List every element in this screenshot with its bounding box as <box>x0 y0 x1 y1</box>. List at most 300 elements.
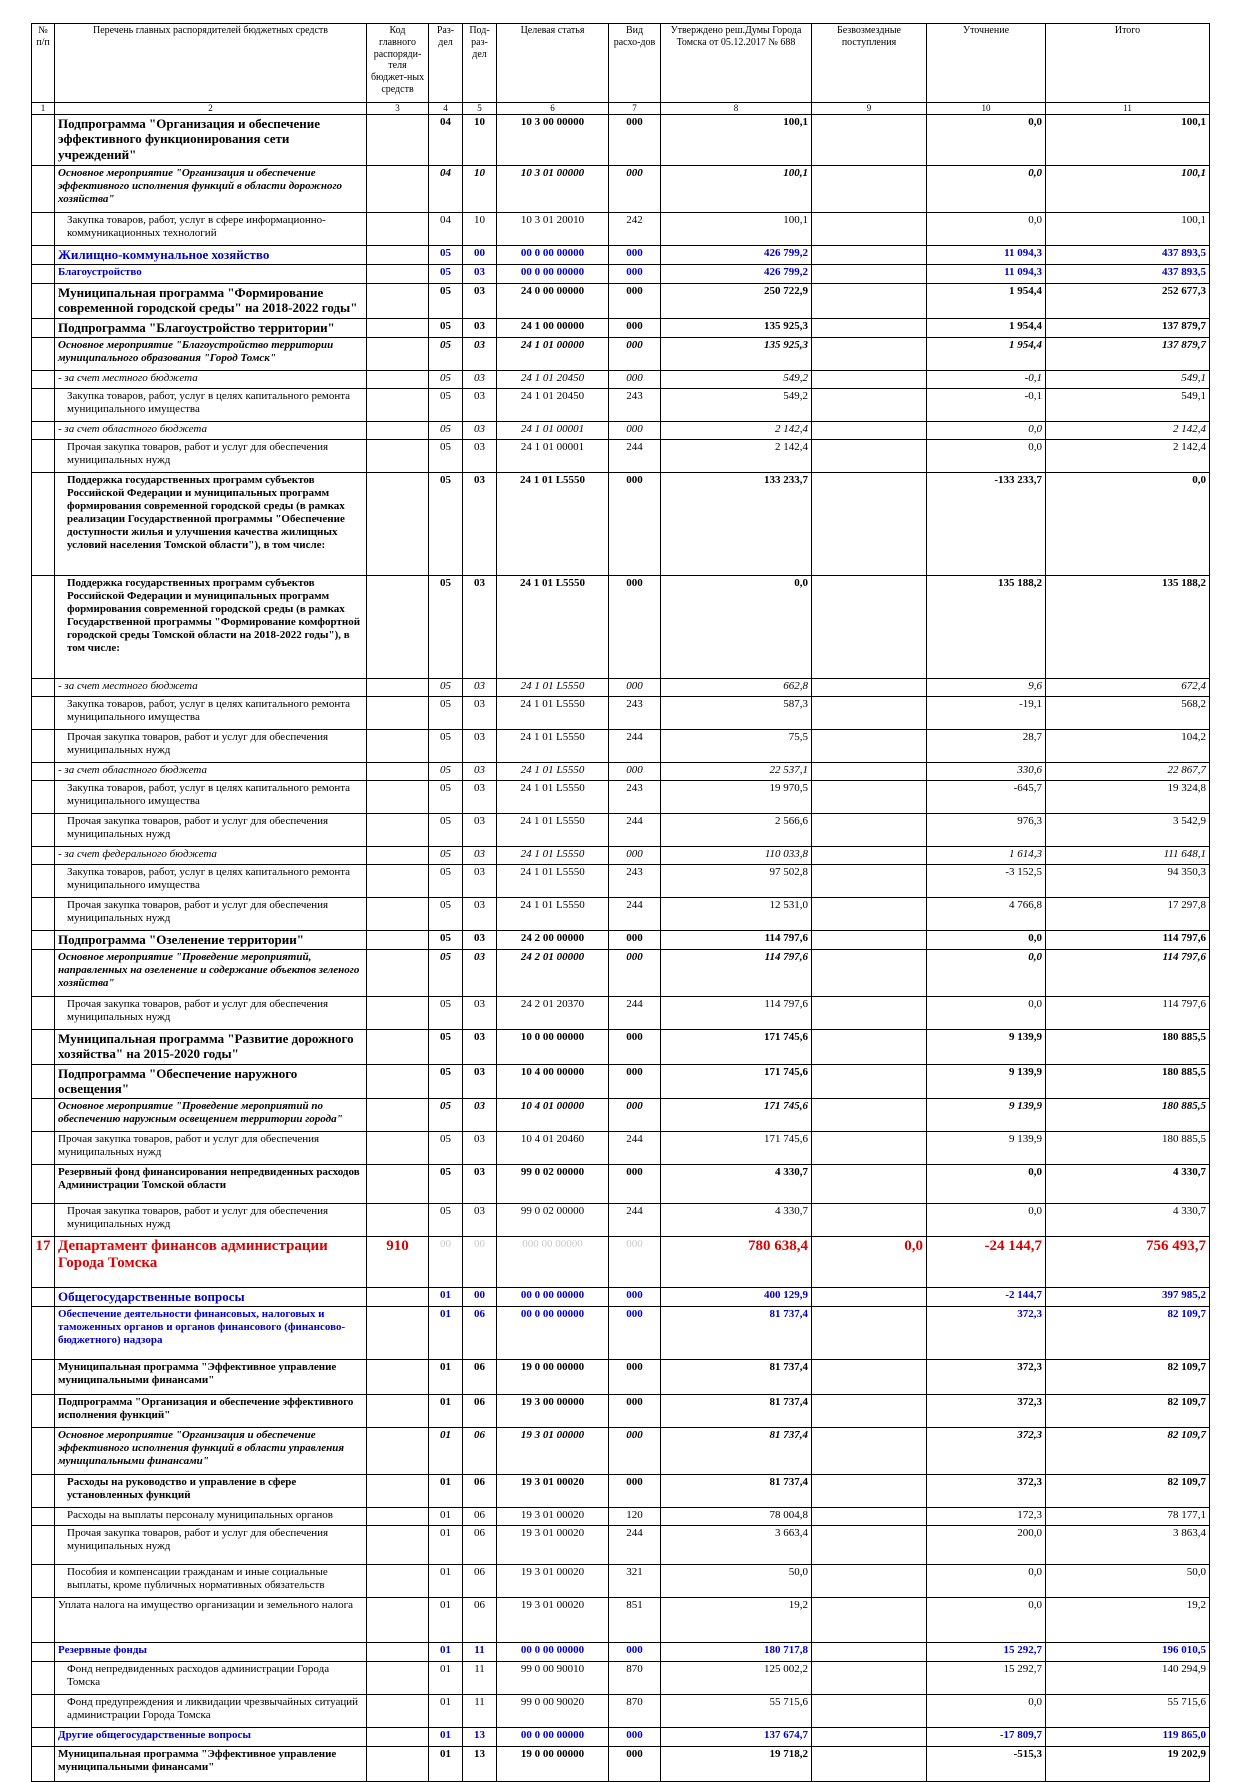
admin-code-cell <box>367 1394 429 1427</box>
free-receipts-cell <box>812 1131 927 1164</box>
section-cell: 05 <box>429 679 463 697</box>
change-amount-cell: 1 954,4 <box>927 284 1046 319</box>
table-row <box>32 576 1210 679</box>
target-article-cell: 24 1 00 00000 <box>497 319 609 338</box>
section-cell: 01 <box>429 1597 463 1642</box>
row-number-cell <box>32 1597 55 1642</box>
change-amount-cell: -0,1 <box>927 371 1046 389</box>
row-number-cell <box>32 950 55 997</box>
row-number-cell <box>32 166 55 213</box>
item-name-cell: Муниципальная программа "Эффективное управление муниципальными финансами" <box>55 1359 367 1394</box>
total-amount-cell: 82 109,7 <box>1046 1427 1210 1474</box>
admin-code-cell <box>367 950 429 997</box>
free-receipts-cell <box>812 422 927 440</box>
item-name-cell: Закупка товаров, работ, услуг в целях капитального ремонта муниципального имущества <box>55 865 367 898</box>
subsection-cell: 03 <box>463 1203 497 1236</box>
target-article-cell: 19 3 01 00000 <box>497 1427 609 1474</box>
target-article-cell: 99 0 00 90010 <box>497 1661 609 1694</box>
expense-type-cell: 000 <box>609 166 661 213</box>
change-amount-cell: 372,3 <box>927 1359 1046 1394</box>
approved-amount-cell: 426 799,2 <box>661 246 812 265</box>
subsection-cell: 03 <box>463 389 497 422</box>
free-receipts-cell <box>812 440 927 473</box>
expense-type-cell: 000 <box>609 246 661 265</box>
approved-amount-cell: 19,2 <box>661 1597 812 1642</box>
table-row <box>32 371 1210 389</box>
admin-code-cell <box>367 1474 429 1507</box>
section-cell: 01 <box>429 1694 463 1727</box>
admin-code-cell <box>367 371 429 389</box>
target-article-cell: 24 1 01 L5550 <box>497 576 609 679</box>
free-receipts-cell <box>812 213 927 246</box>
admin-code-cell <box>367 931 429 950</box>
section-cell: 01 <box>429 1564 463 1597</box>
total-amount-cell: 196 010,5 <box>1046 1642 1210 1661</box>
free-receipts-cell <box>812 1203 927 1236</box>
row-number-cell: 17 <box>32 1236 55 1287</box>
approved-amount-cell: 400 129,9 <box>661 1287 812 1306</box>
target-article-cell: 24 2 01 00000 <box>497 950 609 997</box>
target-article-cell: 19 3 00 00000 <box>497 1394 609 1427</box>
total-amount-cell: 672,4 <box>1046 679 1210 697</box>
table-row <box>32 950 1210 997</box>
row-number-cell <box>32 338 55 371</box>
subsection-cell: 03 <box>463 319 497 338</box>
subsection-cell: 03 <box>463 950 497 997</box>
expense-type-cell: 870 <box>609 1661 661 1694</box>
admin-code-cell <box>367 697 429 730</box>
target-article-cell: 19 3 01 00020 <box>497 1525 609 1564</box>
subsection-cell: 13 <box>463 1746 497 1781</box>
section-cell: 05 <box>429 865 463 898</box>
row-number-cell <box>32 422 55 440</box>
row-number-cell <box>32 473 55 576</box>
col-header-section: Раз-дел <box>429 24 463 103</box>
expense-type-cell: 000 <box>609 576 661 679</box>
free-receipts-cell <box>812 1098 927 1131</box>
section-cell: 05 <box>429 371 463 389</box>
admin-code-cell <box>367 338 429 371</box>
expense-type-cell: 244 <box>609 1203 661 1236</box>
change-amount-cell: 9 139,9 <box>927 1131 1046 1164</box>
approved-amount-cell: 100,1 <box>661 115 812 166</box>
row-number-cell <box>32 931 55 950</box>
subsection-cell: 03 <box>463 865 497 898</box>
target-article-cell: 24 1 01 L5550 <box>497 763 609 781</box>
item-name-cell: - за счет местного бюджета <box>55 679 367 697</box>
item-name-cell: Муниципальная программа "Развитие дорожного хозяйства" на 2015-2020 годы" <box>55 1030 367 1065</box>
change-amount-cell: 1 954,4 <box>927 338 1046 371</box>
change-amount-cell: 11 094,3 <box>927 246 1046 265</box>
row-number-cell <box>32 213 55 246</box>
free-receipts-cell: 0,0 <box>812 1236 927 1287</box>
subsection-cell: 03 <box>463 1030 497 1065</box>
table-row <box>32 898 1210 931</box>
subsection-cell: 03 <box>463 473 497 576</box>
change-amount-cell: 0,0 <box>927 950 1046 997</box>
total-amount-cell: 437 893,5 <box>1046 246 1210 265</box>
subsection-cell: 03 <box>463 847 497 865</box>
subsection-cell: 03 <box>463 679 497 697</box>
item-name-cell: Прочая закупка товаров, работ и услуг для обеспечения муниципальных нужд <box>55 1525 367 1564</box>
free-receipts-cell <box>812 1065 927 1099</box>
total-amount-cell: 2 142,4 <box>1046 440 1210 473</box>
table-row <box>32 1287 1210 1306</box>
section-cell: 00 <box>429 1236 463 1287</box>
section-cell: 05 <box>429 265 463 284</box>
expense-type-cell: 000 <box>609 284 661 319</box>
row-number-cell <box>32 1507 55 1525</box>
free-receipts-cell <box>812 319 927 338</box>
target-article-cell: 00 0 00 00000 <box>497 1287 609 1306</box>
table-row <box>32 1642 1210 1661</box>
free-receipts-cell <box>812 781 927 814</box>
target-article-cell: 10 3 01 00000 <box>497 166 609 213</box>
table-row <box>32 679 1210 697</box>
admin-code-cell <box>367 440 429 473</box>
total-amount-cell: 2 142,4 <box>1046 422 1210 440</box>
subsection-cell: 03 <box>463 1065 497 1099</box>
table-row <box>32 1507 1210 1525</box>
expense-type-cell: 243 <box>609 389 661 422</box>
col-number: 9 <box>812 103 927 115</box>
column-number-row <box>32 103 1210 115</box>
admin-code-cell <box>367 898 429 931</box>
approved-amount-cell: 100,1 <box>661 213 812 246</box>
subsection-cell: 06 <box>463 1306 497 1359</box>
item-name-cell: - за счет местного бюджета <box>55 371 367 389</box>
table-row <box>32 1727 1210 1746</box>
table-row <box>32 1164 1210 1203</box>
free-receipts-cell <box>812 1287 927 1306</box>
table-row <box>32 389 1210 422</box>
change-amount-cell: 4 766,8 <box>927 898 1046 931</box>
item-name-cell: Общегосударственные вопросы <box>55 1287 367 1306</box>
item-name-cell: Резервные фонды <box>55 1642 367 1661</box>
change-amount-cell: -17 809,7 <box>927 1727 1046 1746</box>
approved-amount-cell: 171 745,6 <box>661 1030 812 1065</box>
target-article-cell: 00 0 00 00000 <box>497 1727 609 1746</box>
table-row <box>32 422 1210 440</box>
expense-type-cell: 000 <box>609 1727 661 1746</box>
change-amount-cell: 0,0 <box>927 115 1046 166</box>
subsection-cell: 06 <box>463 1507 497 1525</box>
row-number-cell <box>32 440 55 473</box>
subsection-cell: 03 <box>463 931 497 950</box>
col-header-num: № п/п <box>32 24 55 103</box>
change-amount-cell: 976,3 <box>927 814 1046 847</box>
row-number-cell <box>32 389 55 422</box>
change-amount-cell: 15 292,7 <box>927 1661 1046 1694</box>
approved-amount-cell: 137 674,7 <box>661 1727 812 1746</box>
change-amount-cell: 0,0 <box>927 166 1046 213</box>
col-number: 8 <box>661 103 812 115</box>
change-amount-cell: 0,0 <box>927 997 1046 1030</box>
change-amount-cell: 372,3 <box>927 1306 1046 1359</box>
section-cell: 05 <box>429 1065 463 1099</box>
table-row <box>32 1564 1210 1597</box>
section-cell: 05 <box>429 422 463 440</box>
expense-type-cell: 000 <box>609 1065 661 1099</box>
target-article-cell: 19 0 00 00000 <box>497 1746 609 1781</box>
admin-code-cell <box>367 265 429 284</box>
expense-type-cell: 000 <box>609 1642 661 1661</box>
subsection-cell: 03 <box>463 814 497 847</box>
col-header-code: Код главного распоряди-теля бюджет-ных средств <box>367 24 429 103</box>
target-article-cell: 24 1 01 20450 <box>497 371 609 389</box>
item-name-cell: Обеспечение деятельности финансовых, налоговых и таможенных органов и органов финансового (финансово-бюджетного) надзора <box>55 1306 367 1359</box>
subsection-cell: 03 <box>463 576 497 679</box>
expense-type-cell: 000 <box>609 1164 661 1203</box>
table-row <box>32 1030 1210 1065</box>
section-cell: 05 <box>429 997 463 1030</box>
table-row <box>32 473 1210 576</box>
col-header-subsection: Под-раз-дел <box>463 24 497 103</box>
table-row <box>32 284 1210 319</box>
table-row <box>32 213 1210 246</box>
row-number-cell <box>32 1131 55 1164</box>
item-name-cell: Основное мероприятие "Организация и обеспечение эффективного исполнения функций в области дорожного хозяйства" <box>55 166 367 213</box>
target-article-cell: 24 2 00 00000 <box>497 931 609 950</box>
item-name-cell: Резервный фонд финансирования непредвиденных расходов Администрации Томской области <box>55 1164 367 1203</box>
approved-amount-cell: 135 925,3 <box>661 338 812 371</box>
total-amount-cell: 78 177,1 <box>1046 1507 1210 1525</box>
total-amount-cell: 100,1 <box>1046 213 1210 246</box>
item-name-cell: Подпрограмма "Благоустройство территории" <box>55 319 367 338</box>
admin-code-cell <box>367 997 429 1030</box>
approved-amount-cell: 180 717,8 <box>661 1642 812 1661</box>
row-number-cell <box>32 865 55 898</box>
free-receipts-cell <box>812 246 927 265</box>
subsection-cell: 03 <box>463 1098 497 1131</box>
total-amount-cell: 119 865,0 <box>1046 1727 1210 1746</box>
approved-amount-cell: 75,5 <box>661 730 812 763</box>
section-cell: 05 <box>429 319 463 338</box>
admin-code-cell <box>367 1164 429 1203</box>
table-row <box>32 166 1210 213</box>
target-article-cell: 19 3 01 00020 <box>497 1507 609 1525</box>
item-name-cell: Подпрограмма "Организация и обеспечение эффективного исполнения функций" <box>55 1394 367 1427</box>
total-amount-cell: 756 493,7 <box>1046 1236 1210 1287</box>
row-number-cell <box>32 898 55 931</box>
table-row <box>32 1427 1210 1474</box>
table-row <box>32 697 1210 730</box>
subsection-cell: 03 <box>463 763 497 781</box>
change-amount-cell: 200,0 <box>927 1525 1046 1564</box>
expense-type-cell: 000 <box>609 1306 661 1359</box>
admin-code-cell <box>367 1203 429 1236</box>
total-amount-cell: 82 109,7 <box>1046 1474 1210 1507</box>
target-article-cell: 24 0 00 00000 <box>497 284 609 319</box>
target-article-cell: 24 1 01 L5550 <box>497 781 609 814</box>
section-cell: 05 <box>429 1030 463 1065</box>
total-amount-cell: 549,1 <box>1046 389 1210 422</box>
section-cell: 05 <box>429 781 463 814</box>
item-name-cell: Прочая закупка товаров, работ и услуг для обеспечения муниципальных нужд <box>55 1203 367 1236</box>
table-row <box>32 1131 1210 1164</box>
change-amount-cell: -19,1 <box>927 697 1046 730</box>
total-amount-cell: 100,1 <box>1046 115 1210 166</box>
table-row <box>32 1065 1210 1099</box>
total-amount-cell: 437 893,5 <box>1046 265 1210 284</box>
admin-code-cell <box>367 115 429 166</box>
admin-code-cell <box>367 679 429 697</box>
table-row <box>32 865 1210 898</box>
col-number: 7 <box>609 103 661 115</box>
table-row <box>32 1306 1210 1359</box>
free-receipts-cell <box>812 1642 927 1661</box>
change-amount-cell: -0,1 <box>927 389 1046 422</box>
expense-type-cell: 851 <box>609 1597 661 1642</box>
item-name-cell: Поддержка государственных программ субъектов Российской Федерации и муниципальных программ формирования современной городской среды (в рамках реализации Государственной программы "Обеспечение доступности жилья и улучшения качества жилищных условий населения Томской области"), в том числе: <box>55 473 367 576</box>
table-row <box>32 1597 1210 1642</box>
change-amount-cell: 0,0 <box>927 931 1046 950</box>
target-article-cell: 00 0 00 00000 <box>497 246 609 265</box>
approved-amount-cell: 81 737,4 <box>661 1306 812 1359</box>
total-amount-cell: 82 109,7 <box>1046 1306 1210 1359</box>
change-amount-cell: 0,0 <box>927 1694 1046 1727</box>
table-row <box>32 265 1210 284</box>
item-name-cell: Прочая закупка товаров, работ и услуг для обеспечения муниципальных нужд <box>55 1131 367 1164</box>
admin-code-cell <box>367 814 429 847</box>
expense-type-cell: 244 <box>609 730 661 763</box>
admin-code-cell <box>367 781 429 814</box>
subsection-cell: 11 <box>463 1661 497 1694</box>
subsection-cell: 03 <box>463 781 497 814</box>
admin-code-cell <box>367 213 429 246</box>
total-amount-cell: 19 202,9 <box>1046 1746 1210 1781</box>
target-article-cell: 24 1 01 L5550 <box>497 679 609 697</box>
change-amount-cell: 9,6 <box>927 679 1046 697</box>
expense-type-cell: 244 <box>609 898 661 931</box>
table-row <box>32 1474 1210 1507</box>
target-article-cell: 19 3 01 00020 <box>497 1474 609 1507</box>
subsection-cell: 00 <box>463 246 497 265</box>
approved-amount-cell: 114 797,6 <box>661 950 812 997</box>
item-name-cell: Фонд предупреждения и ликвидации чрезвычайных ситуаций администрации Города Томска <box>55 1694 367 1727</box>
subsection-cell: 00 <box>463 1236 497 1287</box>
total-amount-cell: 140 294,9 <box>1046 1661 1210 1694</box>
row-number-cell <box>32 1030 55 1065</box>
row-number-cell <box>32 115 55 166</box>
approved-amount-cell: 81 737,4 <box>661 1359 812 1394</box>
item-name-cell: - за счет областного бюджета <box>55 763 367 781</box>
section-cell: 05 <box>429 1131 463 1164</box>
row-number-cell <box>32 1694 55 1727</box>
table-row <box>32 730 1210 763</box>
subsection-cell: 03 <box>463 1164 497 1203</box>
section-cell: 04 <box>429 166 463 213</box>
item-name-cell: Закупка товаров, работ, услуг в целях капитального ремонта муниципального имущества <box>55 781 367 814</box>
total-amount-cell: 0,0 <box>1046 473 1210 576</box>
row-number-cell <box>32 1661 55 1694</box>
col-number: 1 <box>32 103 55 115</box>
subsection-cell: 11 <box>463 1694 497 1727</box>
row-number-cell <box>32 1306 55 1359</box>
approved-amount-cell: 0,0 <box>661 576 812 679</box>
subsection-cell: 03 <box>463 371 497 389</box>
admin-code-cell <box>367 422 429 440</box>
section-cell: 05 <box>429 931 463 950</box>
section-cell: 01 <box>429 1474 463 1507</box>
col-header-free-receipts: Безвозмездные поступления <box>812 24 927 103</box>
target-article-cell: 24 1 01 L5550 <box>497 847 609 865</box>
change-amount-cell: -24 144,7 <box>927 1236 1046 1287</box>
admin-code-cell <box>367 1030 429 1065</box>
item-name-cell: Поддержка государственных программ субъектов Российской Федерации и муниципальных программ формирования современной городской среды (в рамках Государственной программы "Формирование комфортной городской среды Томской области на 2018-2022 годы"), в том числе: <box>55 576 367 679</box>
free-receipts-cell <box>812 1394 927 1427</box>
change-amount-cell: 372,3 <box>927 1427 1046 1474</box>
section-cell: 04 <box>429 115 463 166</box>
total-amount-cell: 104,2 <box>1046 730 1210 763</box>
expense-type-cell: 243 <box>609 697 661 730</box>
section-cell: 05 <box>429 898 463 931</box>
admin-code-cell <box>367 166 429 213</box>
col-number: 4 <box>429 103 463 115</box>
change-amount-cell: 0,0 <box>927 1597 1046 1642</box>
change-amount-cell: 0,0 <box>927 1164 1046 1203</box>
row-number-cell <box>32 814 55 847</box>
target-article-cell: 24 1 01 L5550 <box>497 898 609 931</box>
subsection-cell: 03 <box>463 284 497 319</box>
target-article-cell: 24 1 01 L5550 <box>497 814 609 847</box>
free-receipts-cell <box>812 473 927 576</box>
row-number-cell <box>32 1746 55 1781</box>
row-number-cell <box>32 246 55 265</box>
table-row <box>32 115 1210 166</box>
section-cell: 05 <box>429 338 463 371</box>
row-number-cell <box>32 1727 55 1746</box>
total-amount-cell: 55 715,6 <box>1046 1694 1210 1727</box>
approved-amount-cell: 81 737,4 <box>661 1427 812 1474</box>
free-receipts-cell <box>812 950 927 997</box>
col-number: 2 <box>55 103 367 115</box>
target-article-cell: 24 1 01 L5550 <box>497 697 609 730</box>
change-amount-cell: -133 233,7 <box>927 473 1046 576</box>
table-row <box>32 814 1210 847</box>
total-amount-cell: 568,2 <box>1046 697 1210 730</box>
admin-code-cell <box>367 1306 429 1359</box>
row-number-cell <box>32 576 55 679</box>
row-number-cell <box>32 1359 55 1394</box>
table-row <box>32 440 1210 473</box>
expense-type-cell: 000 <box>609 763 661 781</box>
subsection-cell: 03 <box>463 338 497 371</box>
approved-amount-cell: 97 502,8 <box>661 865 812 898</box>
approved-amount-cell: 2 566,6 <box>661 814 812 847</box>
subsection-cell: 06 <box>463 1427 497 1474</box>
expense-type-cell: 000 <box>609 1098 661 1131</box>
total-amount-cell: 17 297,8 <box>1046 898 1210 931</box>
total-amount-cell: 3 542,9 <box>1046 814 1210 847</box>
item-name-cell: - за счет областного бюджета <box>55 422 367 440</box>
item-name-cell: Основное мероприятие "Проведение мероприятий, направленных на озеленение и содержание объектов зеленого хозяйства" <box>55 950 367 997</box>
table-row <box>32 1694 1210 1727</box>
table-body <box>32 115 1210 1782</box>
expense-type-cell: 120 <box>609 1507 661 1525</box>
subsection-cell: 06 <box>463 1474 497 1507</box>
row-number-cell <box>32 1427 55 1474</box>
total-amount-cell: 22 867,7 <box>1046 763 1210 781</box>
approved-amount-cell: 662,8 <box>661 679 812 697</box>
row-number-cell <box>32 1642 55 1661</box>
approved-amount-cell: 135 925,3 <box>661 319 812 338</box>
item-name-cell: Благоустройство <box>55 265 367 284</box>
table-row <box>32 931 1210 950</box>
target-article-cell: 24 1 01 L5550 <box>497 865 609 898</box>
row-number-cell <box>32 1394 55 1427</box>
change-amount-cell: 0,0 <box>927 1564 1046 1597</box>
